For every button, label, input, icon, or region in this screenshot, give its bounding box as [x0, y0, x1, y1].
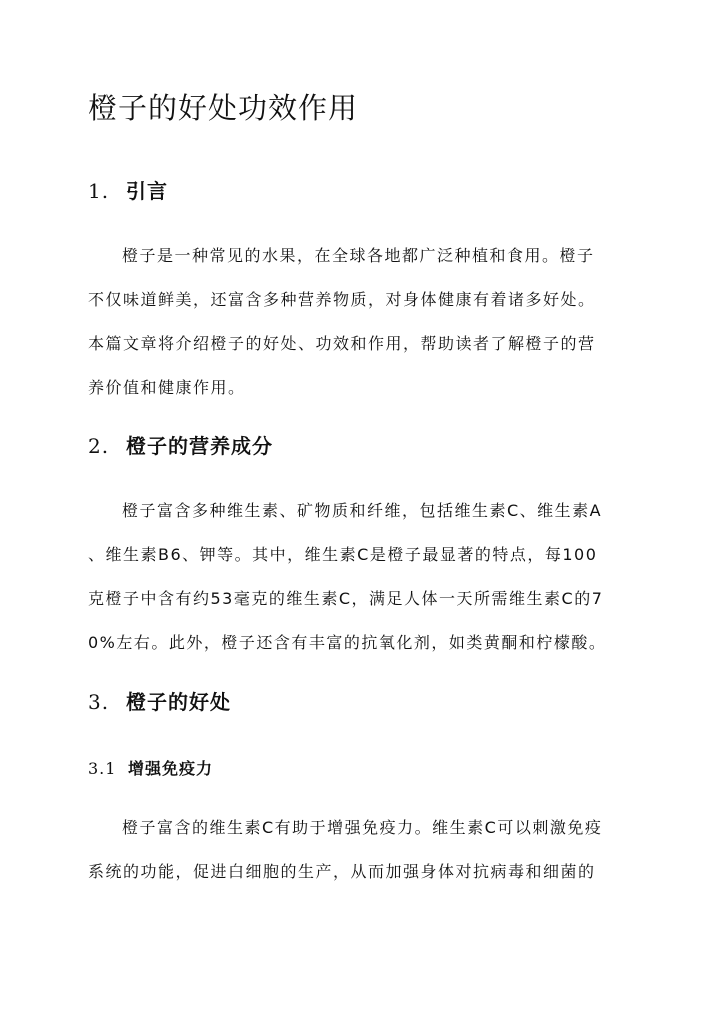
- subsection-heading-immunity: [88, 756, 213, 779]
- paragraph-nutrition: [88, 489, 632, 665]
- paragraph-line: 不仅味道鲜美，还富含多种营养物质，对身体健康有着诸多好处。: [88, 290, 596, 309]
- paragraph-line: 克橙子中含有约53毫克的维生素C，满足人体一天所需维生素C的7: [88, 589, 604, 608]
- section-number: 2.: [88, 434, 110, 458]
- section-heading-text: 橙子的好处: [126, 690, 231, 714]
- paragraph-line: 橙子是一种常见的水果，在全球各地都广泛种植和食用。橙子: [122, 246, 595, 265]
- section-heading-text: 橙子的营养成分: [126, 434, 273, 458]
- section-heading-intro: [88, 175, 168, 204]
- section-number: 3.: [88, 690, 110, 714]
- section-heading-benefits: [88, 686, 231, 715]
- paragraph-line: 、维生素B6、钾等。其中，维生素C是橙子最显著的特点，每100: [88, 545, 598, 564]
- paragraph-line: 养价值和健康作用。: [88, 378, 246, 397]
- section-heading-nutrition: [88, 430, 273, 459]
- document-title: 橙子的好处功效作用: [88, 91, 359, 125]
- paragraph-line: 系统的功能，促进白细胞的生产，从而加强身体对抗病毒和细菌的: [88, 862, 596, 881]
- subsection-heading-text: 增强免疫力: [128, 759, 214, 778]
- paragraph-line: 本篇文章将介绍橙子的好处、功效和作用，帮助读者了解橙子的营: [88, 334, 596, 353]
- paragraph-line: 橙子富含多种维生素、矿物质和纤维，包括维生素C、维生素A: [122, 501, 603, 520]
- section-heading-text: 引言: [126, 179, 168, 203]
- subsection-number: 3.1: [88, 759, 117, 778]
- paragraph-intro: [88, 234, 632, 410]
- section-number: 1.: [88, 179, 110, 203]
- paragraph-immunity: [88, 806, 632, 894]
- paragraph-line: 橙子富含的维生素C有助于增强免疫力。维生素C可以刺激免疫: [122, 818, 603, 837]
- paragraph-line: 0%左右。此外，橙子还含有丰富的抗氧化剂，如类黄酮和柠檬酸。: [88, 633, 607, 652]
